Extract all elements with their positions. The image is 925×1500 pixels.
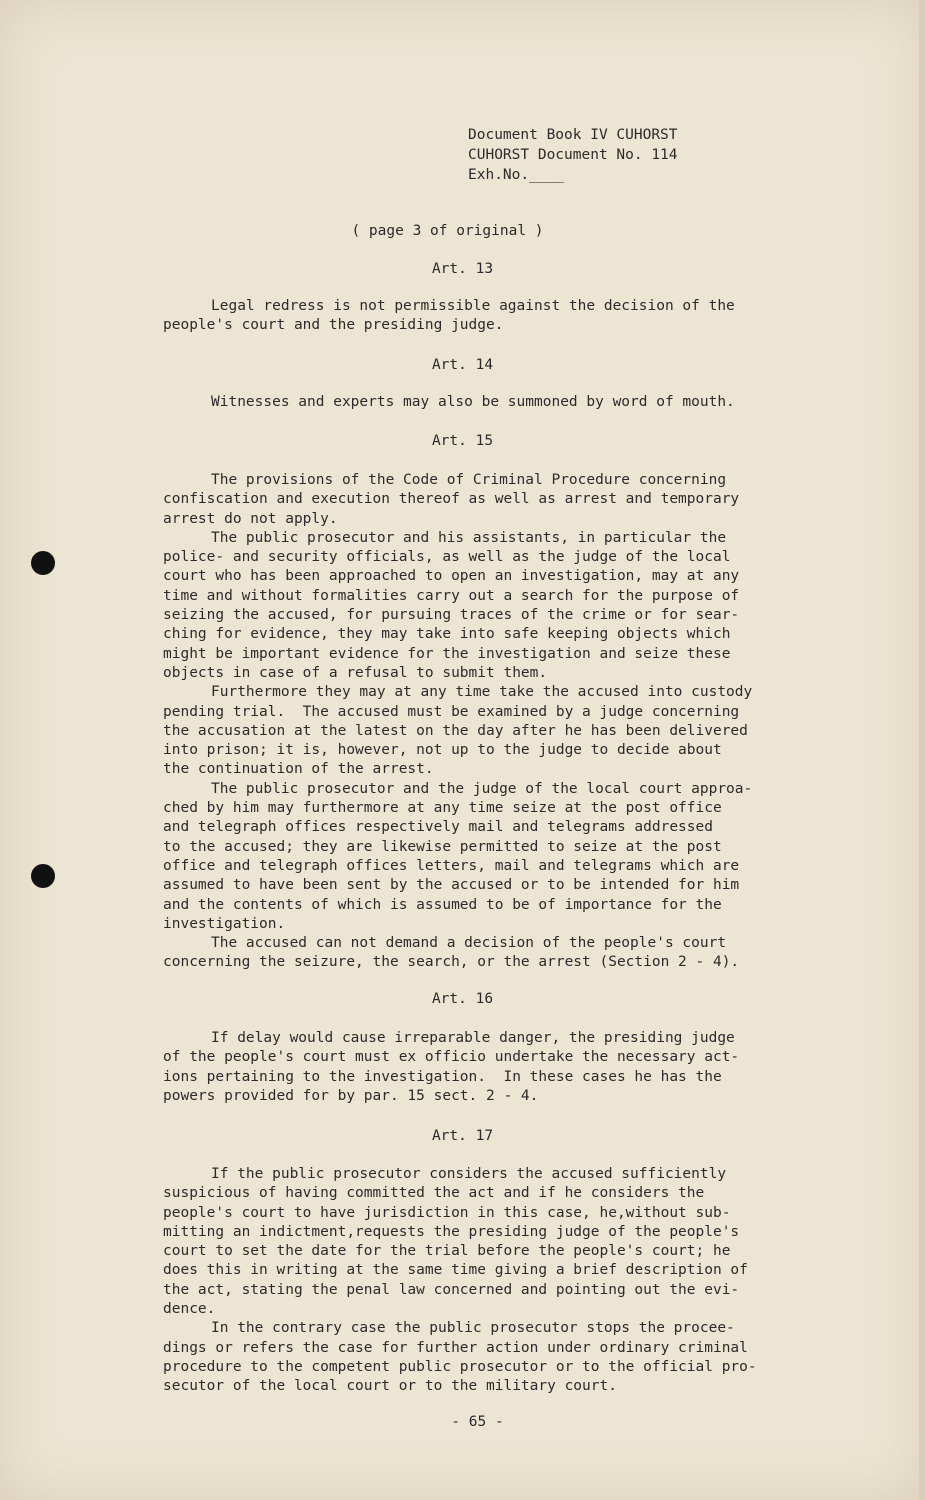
text-line: might be important evidence for the investigation and seize these [163, 645, 731, 662]
text-line: time and without formalities carry out a search for the purpose of [163, 587, 740, 604]
header-line: Document Book IV CUHORST [468, 127, 678, 143]
text-line: people's court to have jurisdiction in this case, he,without sub- [163, 1204, 731, 1221]
punch-hole [31, 864, 55, 888]
article-heading: Art. 15 [431, 433, 494, 449]
text-line: suspicious of having committed the act and if he considers the [163, 1185, 705, 1202]
text-line: procedure to the competent public prosecutor or to the official pro- [163, 1358, 757, 1375]
header-line: Exh.No.____ [468, 167, 565, 183]
article-13-body [163, 297, 813, 336]
article-heading: Art. 13 [431, 261, 494, 277]
text-line: of the people's court must ex officio undertake the necessary act- [163, 1049, 740, 1066]
text-line: ching for evidence, they may take into safe keeping objects which [163, 626, 731, 643]
page-number: - 65 - [451, 1414, 504, 1430]
text-line: objects in case of a refusal to submit them. [163, 664, 548, 681]
text-line: court who has been approached to open an investigation, may at any [163, 568, 740, 585]
text-line: The provisions of the Code of Criminal Procedure concerning [211, 472, 727, 488]
text-line: assumed to have been sent by the accused or to be intended for him [163, 877, 740, 894]
article-17-body [163, 1165, 813, 1397]
text-line: Furthermore they may at any time take the accused into custody [211, 684, 753, 701]
article-heading: Art. 14 [431, 357, 494, 373]
text-line: If the public prosecutor considers the accused sufficiently [211, 1166, 727, 1182]
text-line: concerning the seizure, the search, or the arrest (Section 2 - 4). [163, 954, 740, 971]
text-line: ched by him may furthermore at any time seize at the post office [163, 800, 722, 817]
text-line: The accused can not demand a decision of the people's court [211, 935, 727, 952]
text-line: The public prosecutor and his assistants, in particular the [211, 529, 727, 546]
punch-hole [31, 551, 55, 575]
text-line: office and telegraph offices letters, mail and telegrams which are [163, 857, 740, 874]
text-line: the act, stating the penal law concerned and pointing out the evi- [163, 1281, 740, 1298]
text-line: mitting an indictment,requests the presiding judge of the people's [163, 1223, 740, 1240]
text-line: into prison; it is, however, not up to the judge to decide about [163, 742, 722, 759]
text-line: police- and security officials, as well as the judge of the local [163, 549, 731, 566]
article-heading: Art. 16 [431, 991, 494, 1007]
text-line: pending trial. The accused must be examined by a judge concerning [163, 703, 740, 720]
text-line: seizing the accused, for pursuing traces of the crime or for sear- [163, 607, 740, 624]
page-note: ( page 3 of original ) [351, 223, 544, 239]
text-line: and telegraph offices respectively mail and telegrams addressed [163, 819, 713, 836]
article-15-body [163, 471, 813, 973]
text-line: and the contents of which is assumed to be of importance for the [163, 896, 722, 913]
text-line: In the contrary case the public prosecutor stops the procee- [211, 1320, 735, 1337]
text-line: court to set the date for the trial before the people's court; he [163, 1243, 731, 1260]
header-line: CUHORST Document No. 114 [468, 147, 678, 163]
text-line: confiscation and execution thereof as well as arrest and temporary [163, 491, 740, 508]
text-line: powers provided for by par. 15 sect. 2 - 4. [163, 1087, 539, 1104]
text-line: Legal redress is not permissible against the decision of the [211, 298, 735, 314]
text-line: investigation. [163, 915, 286, 932]
article-16-body [163, 1029, 813, 1106]
text-line: the continuation of the arrest. [163, 761, 434, 778]
text-line: Witnesses and experts may also be summoned by word of mouth. [211, 394, 735, 410]
text-line: dings or refers the case for further action under ordinary criminal [163, 1339, 748, 1356]
text-line: does this in writing at the same time giving a brief description of [163, 1262, 748, 1279]
text-line: The public prosecutor and the judge of the local court approa- [211, 780, 753, 797]
article-heading: Art. 17 [431, 1128, 494, 1144]
document-header [468, 125, 678, 185]
article-14-body [163, 393, 813, 412]
text-line: people's court and the presiding judge. [163, 317, 504, 334]
text-line: the accusation at the latest on the day after he has been delivered [163, 722, 748, 739]
text-line: arrest do not apply. [163, 510, 338, 527]
text-line: to the accused; they are likewise permitted to seize at the post [163, 838, 722, 855]
text-line: secutor of the local court or to the military court. [163, 1378, 617, 1395]
text-line: dence. [163, 1301, 216, 1318]
text-line: ions pertaining to the investigation. In these cases he has the [163, 1068, 722, 1085]
text-line: If delay would cause irreparable danger, the presiding judge [211, 1030, 735, 1046]
